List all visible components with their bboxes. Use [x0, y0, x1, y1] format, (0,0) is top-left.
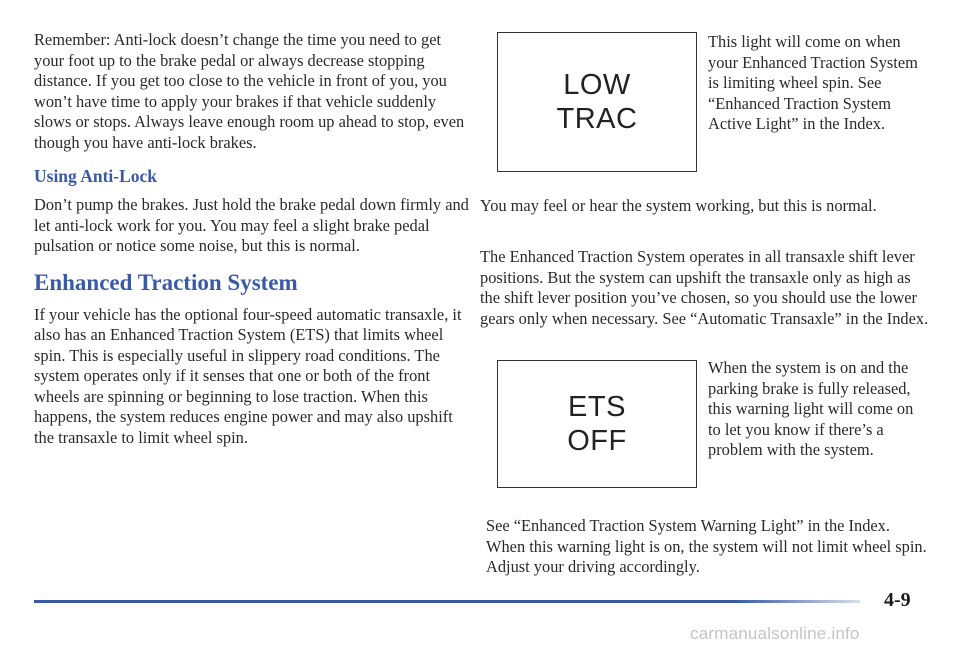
ets-off-description: When the system is on and the parking brake is fully released, this warning light will come on to let you know if there’s a problem with the system. — [708, 358, 914, 459]
ets-operates-paragraph: The Enhanced Traction System operates in all transaxle shift lever positions. But the system can upshift the transaxle only as high as the shift lever position you’ve chosen, so you should use the lower gears only when necessary. See “Automatic Transaxle” in the Index. — [480, 247, 929, 328]
using-anti-lock-heading: Using Anti-Lock — [34, 166, 158, 186]
watermark-text: carmanualsonline.info — [690, 624, 860, 643]
low-trac-line2: TRAC — [556, 103, 638, 135]
remember-paragraph: Remember: Anti-lock doesn’t change the time you need to get your foot up to the brake pedal or always decrease stopping distance. If you get too close to the vehicle in front of you, you won’t have time to apply your brakes if that vehicle suddenly slows or stops. Always leave enough room up ahead to stop, even though you have anti-lock brakes. — [34, 30, 465, 152]
footer-rule — [34, 600, 860, 603]
pump-brakes-paragraph: Don’t pump the brakes. Just hold the brake pedal down firmly and let anti-lock work for you. You may feel a slight brake pedal pulsation or notice some noise, but this is normal. — [34, 195, 469, 255]
enhanced-traction-heading: Enhanced Traction System — [34, 269, 298, 295]
ets-off-line2: OFF — [567, 425, 627, 457]
low-trac-indicator-icon — [497, 32, 697, 172]
low-trac-description: This light will come on when your Enhanced Traction System is limiting wheel spin. See “Enhanced Traction System Active Light” in the Index. — [708, 32, 918, 133]
low-trac-line1: LOW — [563, 69, 631, 101]
left-column — [34, 30, 474, 448]
warning-light-paragraph: See “Enhanced Traction System Warning Light” in the Index. When this warning light is on, the system will not limit wheel spin. Adjust your driving accordingly. — [486, 516, 927, 576]
page-number: 4-9 — [884, 589, 911, 611]
ets-intro-paragraph: If your vehicle has the optional four-speed automatic transaxle, it also has an Enhanced Traction System (ETS) that limits wheel spin. This is especially useful in slippery road conditions. The system operates only if it senses that one or both of the front wheels are spinning or beginning to lose traction. When this happens, the system reduces engine power and may also upshift the transaxle to limit wheel spin. — [34, 304, 462, 447]
ets-off-line1: ETS — [568, 391, 626, 423]
ets-off-indicator-icon — [497, 360, 697, 488]
system-working-paragraph: You may feel or hear the system working, but this is normal. — [480, 196, 877, 215]
